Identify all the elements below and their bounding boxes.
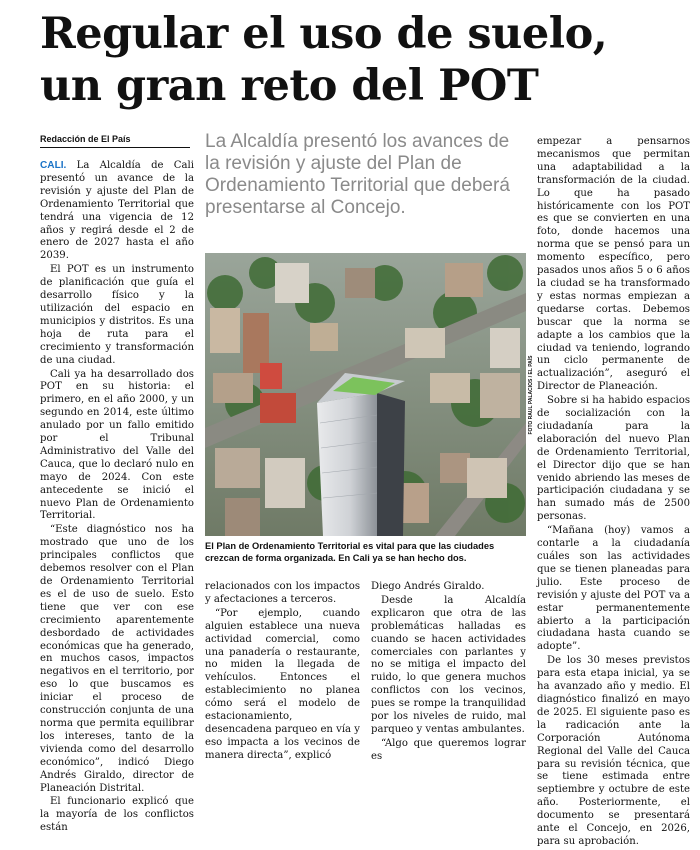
paragraph: “Algo que queremos lograr es (371, 737, 526, 762)
paragraph: El funcionario explicó que la mayoría de los conflictos están (40, 796, 194, 834)
paragraph: empezar a pensarnos mecanismos que permitan una adaptabilidad a la transformación de la ciudad. Lo que ha pasado históricamente con los POT es que se convierten en una foto, donde hacemos una norma que se pensó para un momento específico, pero pasados unos años 5 o 6 años la ciudad se ha transformado y estas normas empiezan a quedarse cortas. Debemos buscar que la norma se adapte a los cambios que la ciudad va teniendo, logrando un ciclo permanente de actualización”, aseguró el Director de Planeación. (537, 136, 690, 393)
photo-caption: El Plan de Ordenamiento Territorial es vital para que las ciudades crezcan de forma organizada. En Cali ya se han hecho dos. (205, 541, 495, 563)
paragraph: “Mañana (hoy) vamos a contarle a la ciudadanía cuáles son las actividades que se tienen planeadas para julio. Este proceso de revisión y ajuste del POT va a estar permanentemente abierto a la participación ciudadana hasta cuando se adopte”. (537, 525, 690, 653)
dateline-city: CALI. (40, 160, 67, 171)
paragraph: Cali ya ha desarrollado dos POT en su historia: el primero, en el año 2000, y un segundo en 2014, este último anulado por un fallo emitido por el Tribunal Administrativo del Valle del Cauca, que lo declaró nulo en mayo de 2024. Con este antecedente se inició el nuevo Plan de Ordenamiento Territorial. (40, 368, 194, 522)
photo-credit: FOTO RAUL PALACIOS / EL PAÍS (528, 355, 534, 434)
article-column-2 (205, 581, 360, 764)
article-column-4 (537, 136, 690, 850)
city-aerial-photo (205, 253, 526, 536)
paragraph: Sobre si ha habido espacios de socialización con la ciudadanía para la elaboración del nuevo Plan de Ordenamiento Territorial, el Director dijo que se han venido abriendo las meses de participación ciudadana y se han sumado más de 2500 personas. (537, 395, 690, 523)
headline: Regular el uso de suelo, un gran reto del POT (40, 9, 608, 111)
paragraph: “Este diagnóstico nos ha mostrado que uno de los principales conflictos que debemos resolver con el Plan de Ordenamiento Territorial es el de uso de suelo. Esto tiene que ver con ese crecimiento aparentemente desbordado de actividades económicas que ha generado, en muchos casos, impactos negativos en el territorio, por eso lo que buscamos es iniciar el proceso de construcción conjunta de una norma que permita equilibrar los intereses, tanto de la vivienda como del desarrollo económico”, indicó Diego Andrés Giraldo, director de Planeación Distrital. (40, 524, 194, 794)
subheadline: La Alcaldía presentó los avances de la revisión y ajuste del Plan de Ordenamiento Territorial que deberá presentarse al Concejo. (205, 131, 510, 218)
article-column-3 (371, 581, 526, 765)
paragraph: Desde la Alcaldía explicaron que otra de las problemáticas halladas es cuando se hacen actividades comerciales con parlantes y no se mitiga el impacto del ruido, lo que genera muchos conflictos con los vecinos, pues se rompe la tranquilidad por los niveles de ruido, mal parqueo y ventas ambulantes. (371, 594, 526, 735)
article-column-1 (40, 160, 194, 836)
paragraph: De los 30 meses previstos para esta etapa inicial, ya se ha avanzado año y medio. El diagnóstico finalizó en mayo de 2025. El siguiente paso es la radicación ante la Corporación Autónoma Regional del Valle del Cauca para su revisión técnica, que se tiene estimada entre septiembre y octubre de este año. Posteriormente, el documento se presentará ante el Concejo, en 2026, para su aprobación. (537, 655, 690, 847)
paragraph: CALI. La Alcaldía de Cali presentó un avance de la revisión y ajuste del Plan de Ordenamiento Territorial que tendrá una vigencia de 12 años y regirá desde el 2 de enero de 2027 hasta el año 2039. (40, 160, 194, 262)
byline: Redacción de El País (40, 134, 190, 148)
paragraph: “Por ejemplo, cuando alguien establece una nueva actividad comercial, como una panadería o restaurante, no miden la llegada de vehículos. Entonces el establecimiento no planea cómo será el modelo de estacionamiento, desencadena parqueo en vía y eso impacta a los vecinos de manera directa”, explicó (205, 607, 360, 761)
paragraph: Diego Andrés Giraldo. (371, 581, 485, 592)
paragraph: El POT es un instrumento de planificación que guía el desarrollo físico y la utilización del espacio en municipios y distritos. Es una hoja de ruta para el crecimiento y transformación de una ciudad. (40, 264, 194, 366)
paragraph: relacionados con los impactos y afectaciones a terceros. (205, 581, 360, 605)
